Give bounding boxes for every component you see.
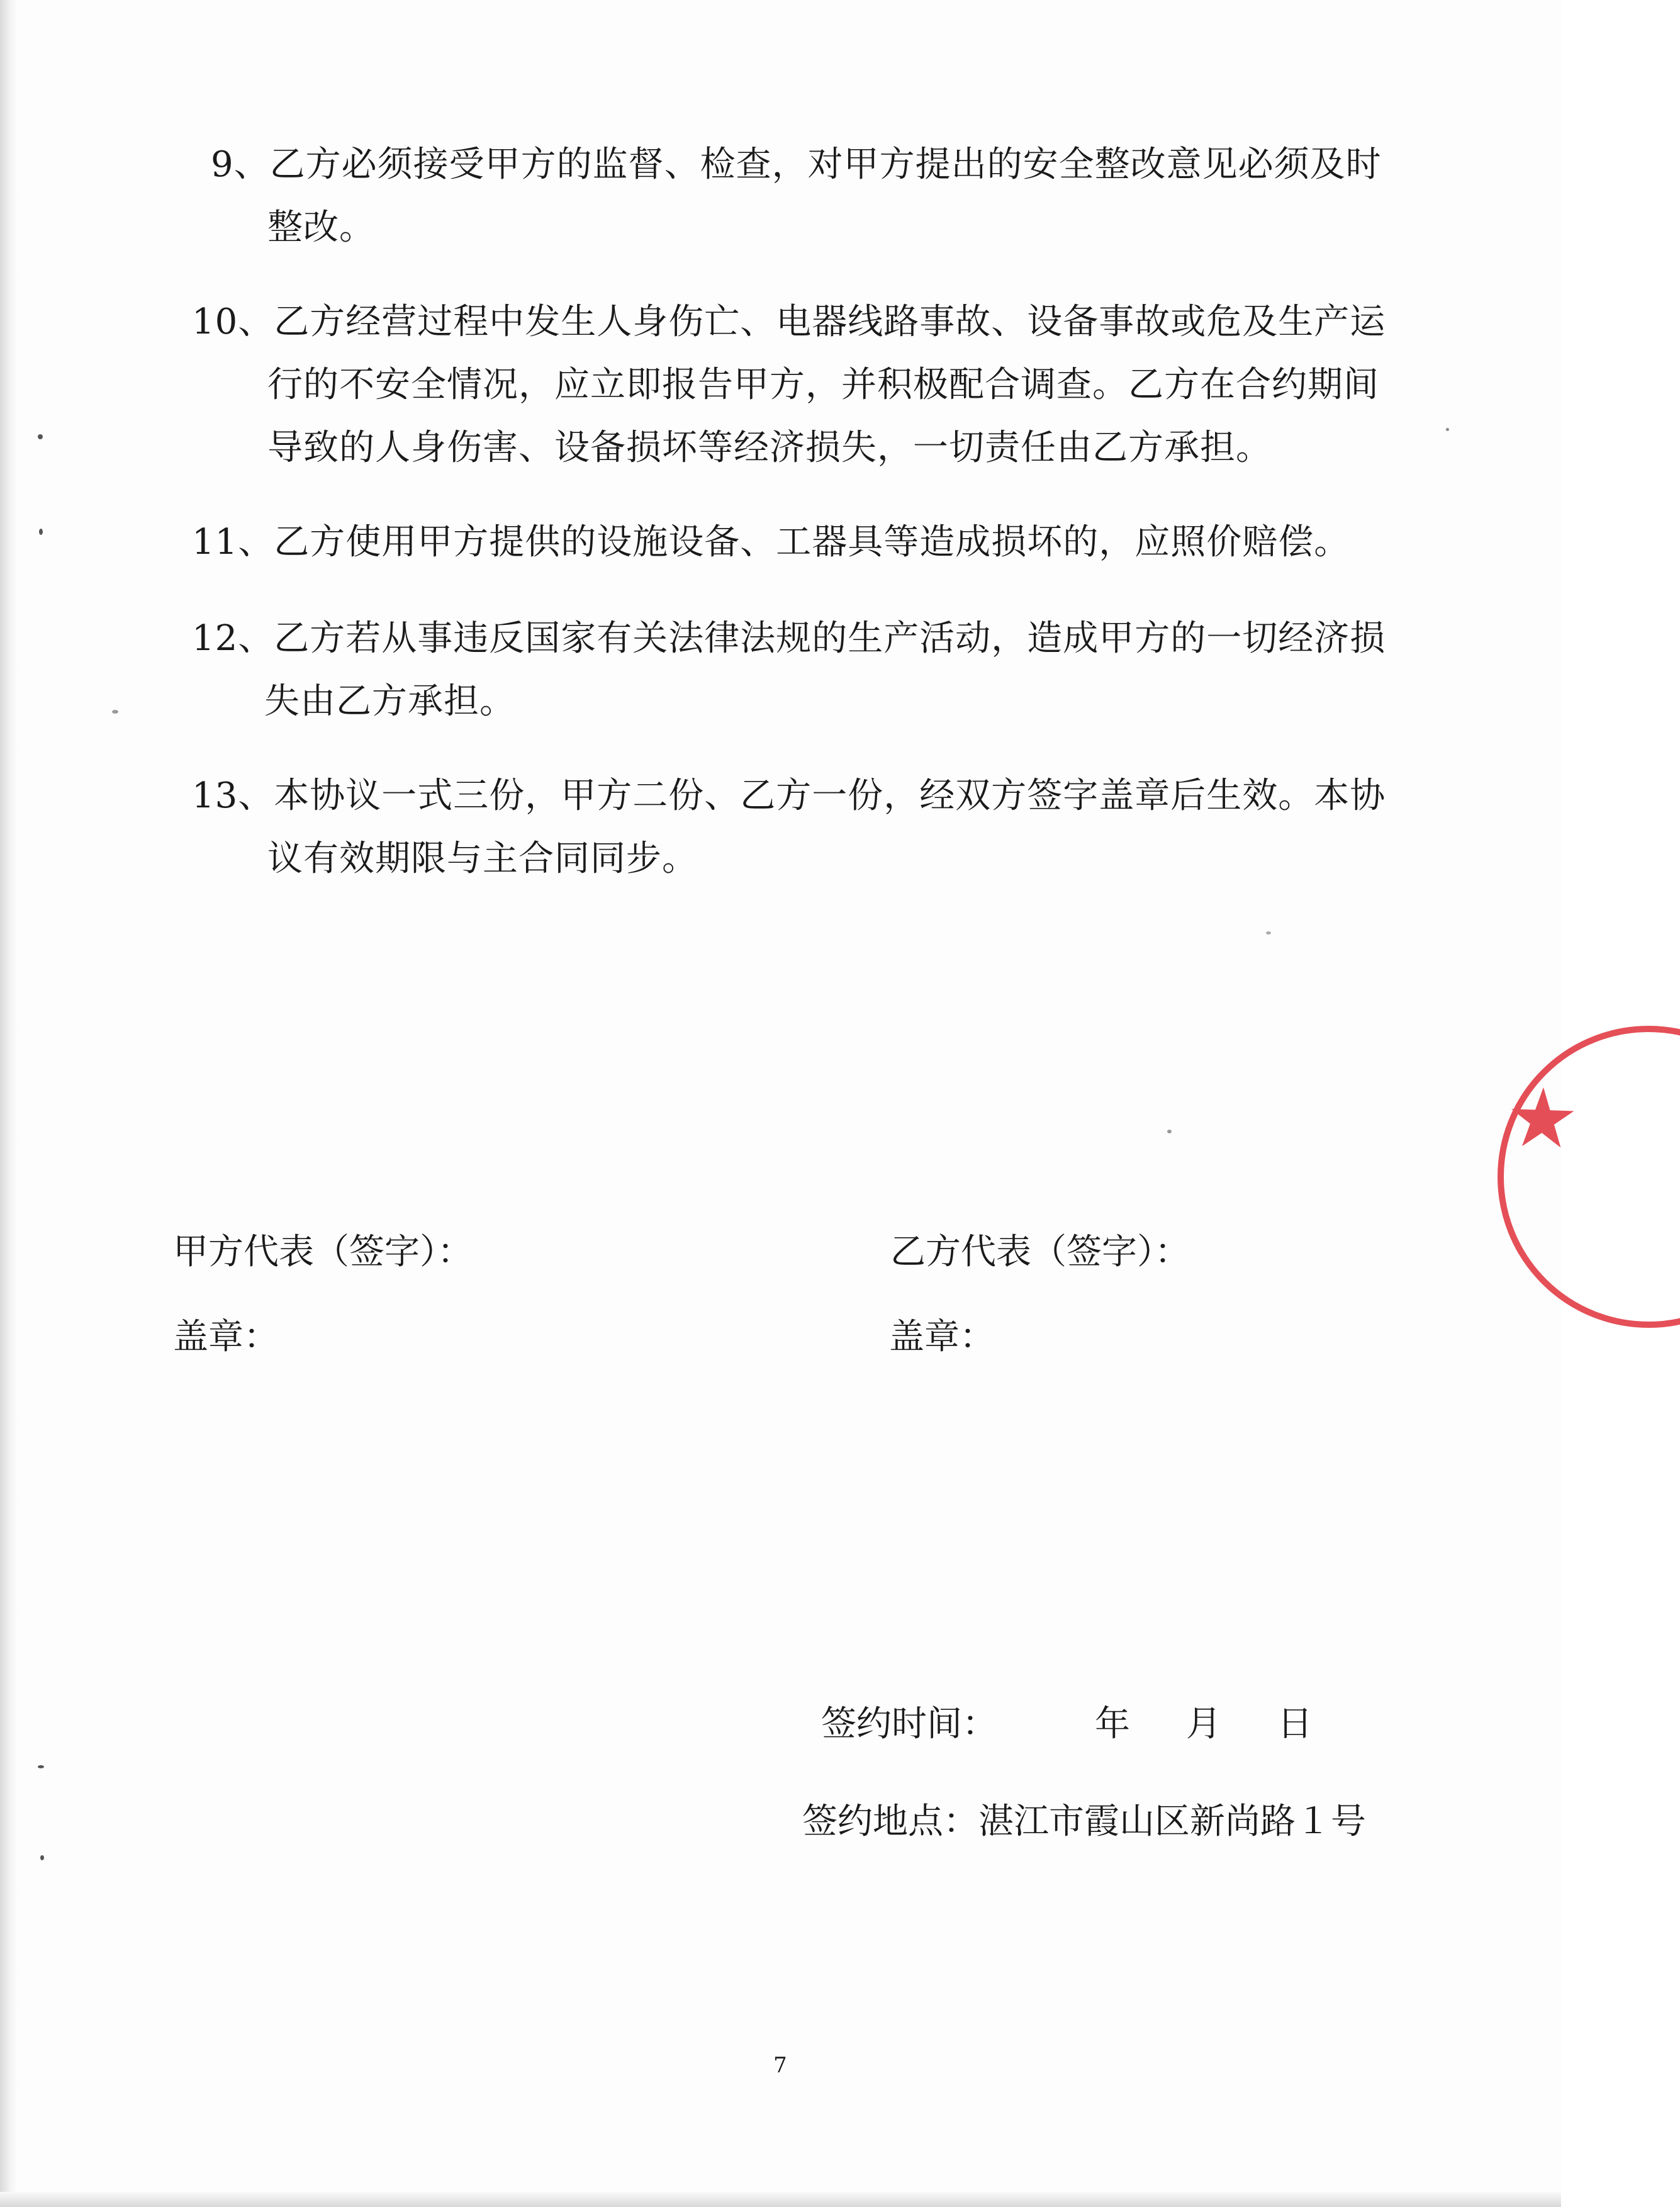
clause-line: 失由乙方承担。 [264,681,515,722]
scan-speck [1446,428,1449,431]
scan-speck [38,1765,44,1768]
clause-number: 13、 [192,775,274,816]
clause-line: 乙方使用甲方提供的设施设备、工器具等造成损坏的，应照价赔偿。 [274,522,1350,563]
signing-day: 日 [1277,1704,1313,1744]
red-seal-stamp [1491,1019,1680,1334]
clause-number: 12、 [192,618,274,659]
clause-10-cont-2 [267,417,1272,480]
party-a-representative-label: 甲方代表（签字）： [173,1232,473,1272]
signing-year: 年 [1095,1704,1130,1744]
clause-line: 乙方必须接受甲方的监督、检查，对甲方提出的安全整改意见必须及时 [269,144,1382,185]
signing-place-label: 签约地点： [802,1801,978,1842]
signing-place [802,1797,1366,1847]
clause-10 [192,291,1386,354]
clause-number: 11、 [192,522,274,563]
clause-12-cont [264,670,515,733]
scan-speck [40,1855,44,1860]
clause-line: 议有效期限与主合同同步。 [267,838,698,879]
clause-line: 本协议一式三份，甲方二份、乙方一份，经双方签字盖章后生效。本协 [274,775,1386,816]
clause-11 [192,511,1350,574]
scan-speck [1266,931,1271,935]
seal-glyph: ★ [1501,1084,1581,1155]
clause-line: 乙方若从事违反国家有关法律法规的生产活动，造成甲方的一切经济损 [274,618,1386,659]
clause-line: 整改。 [267,207,375,248]
clause-10-cont-1 [267,354,1379,417]
party-b-representative-label: 乙方代表（签字）： [890,1232,1190,1272]
signing-month: 月 [1186,1704,1221,1744]
scan-speck [112,710,118,714]
clause-number: 9、 [211,144,270,185]
clause-13 [192,765,1386,828]
clause-number: 10、 [192,301,274,342]
clause-9 [211,133,1382,196]
party-a-seal-label: 盖章： [173,1317,279,1357]
scan-speck [38,434,43,439]
seal-ring [1501,1029,1680,1325]
signing-place-value: 湛江市霞山区新尚路１号 [978,1801,1366,1842]
clause-9-cont [267,196,375,259]
signing-time-label: 签约时间： [821,1704,997,1744]
clause-line: 行的不安全情况，应立即报告甲方，并积极配合调查。乙方在合约期间 [267,364,1379,405]
scan-edge-shadow [0,0,18,2207]
clause-12 [192,607,1386,670]
scan-speck [1167,1130,1172,1133]
page-number: 7 [773,2053,787,2078]
clause-line: 导致的人身伤害、设备损坏等经济损失，一切责任由乙方承担。 [267,427,1272,468]
clause-line: 乙方经营过程中发生人身伤亡、电器线路事故、设备事故或危及生产运 [274,301,1386,342]
clause-13-cont [267,828,698,890]
scan-speck [39,529,43,535]
party-b-seal-label: 盖章： [889,1317,995,1357]
scan-bottom-shadow [0,2192,1561,2207]
